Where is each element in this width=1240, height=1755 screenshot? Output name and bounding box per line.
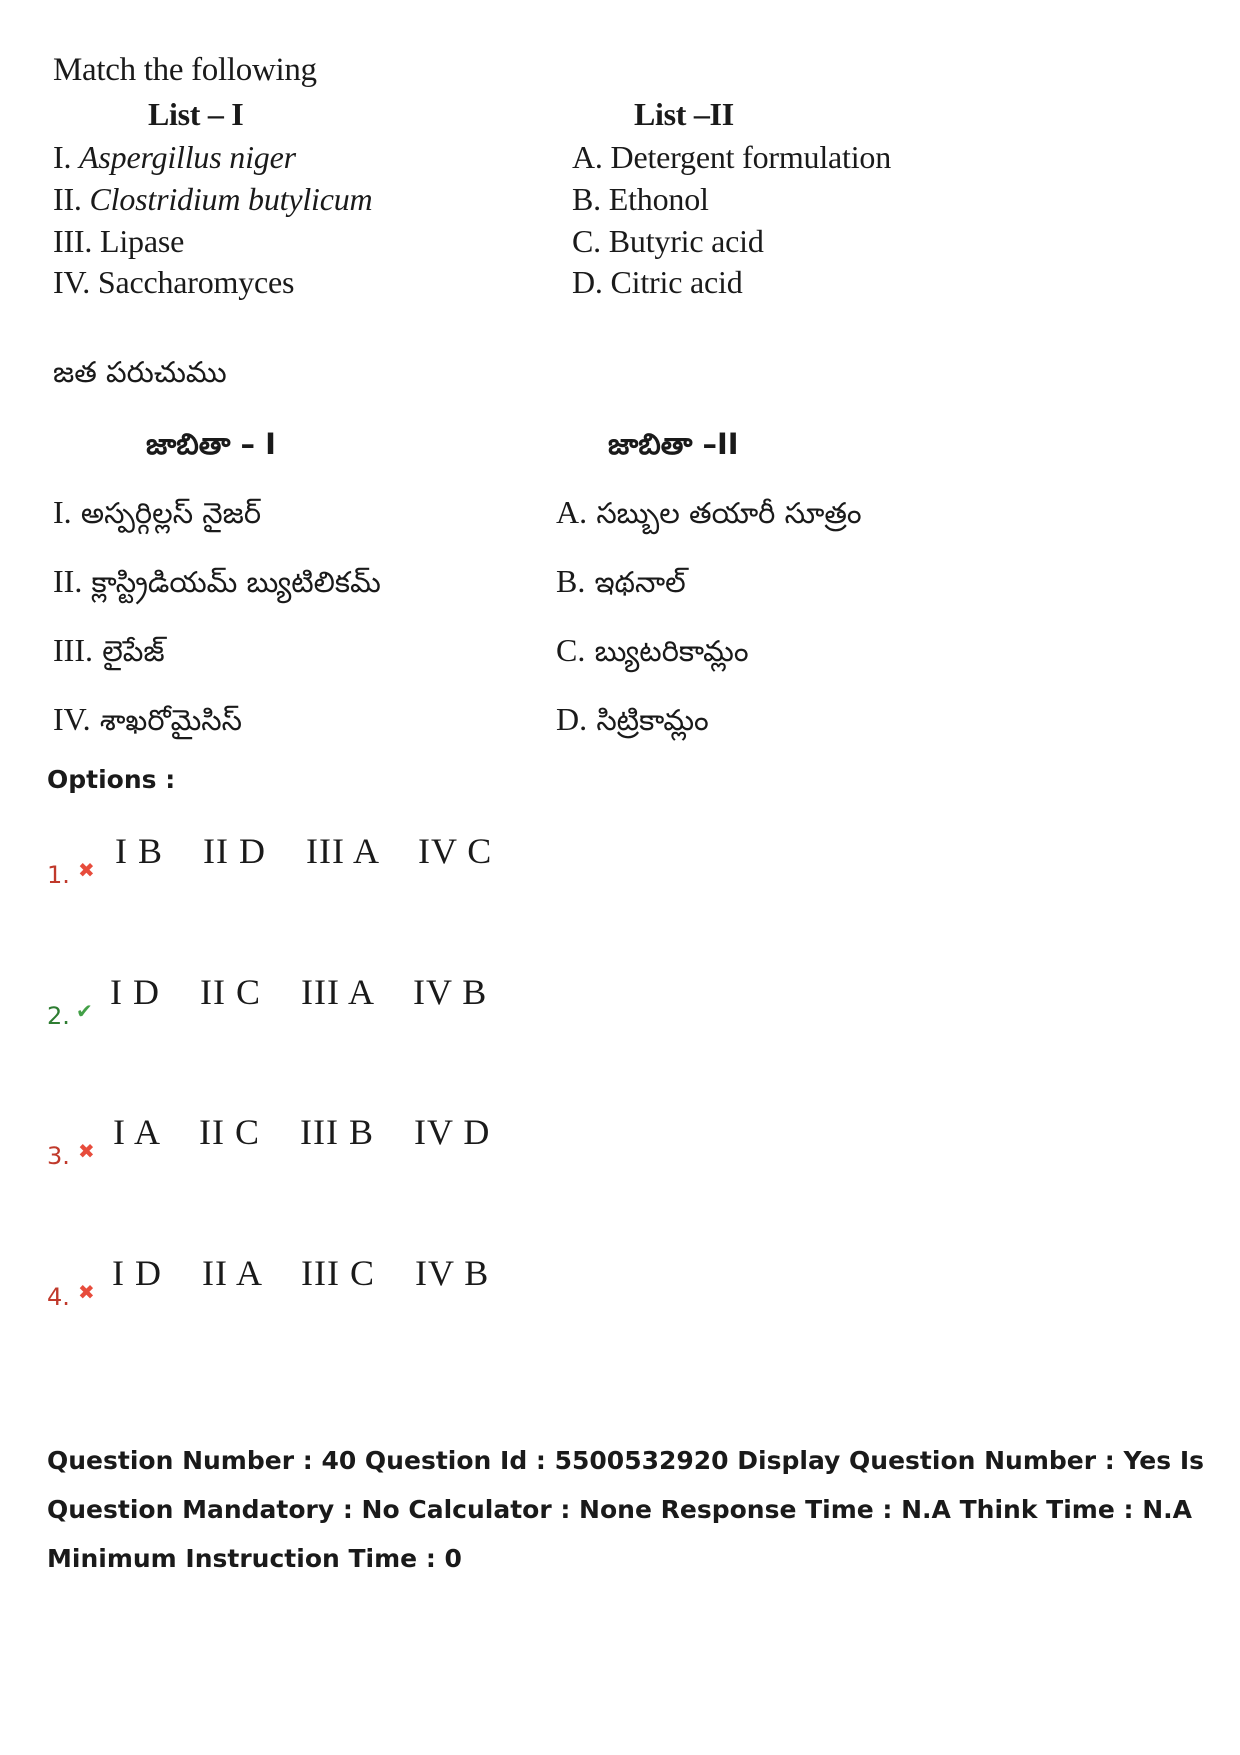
- list1-item-en: IV. Saccharomyces: [53, 264, 295, 300]
- list1-item-te: II. క్లాస్ట్రిడియమ్ బ్యుటిలికమ్: [53, 563, 381, 599]
- cross-icon: ✖: [78, 858, 95, 882]
- list2-item-en: B. Ethonol: [572, 181, 709, 217]
- option-number: 2.: [47, 1002, 70, 1030]
- list2-item-te: C. బ్యుటరికామ్లం: [556, 632, 749, 668]
- option-4[interactable]: [0, 1252, 700, 1332]
- question-heading-en: Match the following: [53, 52, 317, 88]
- list2-item-te: B. ఇథనాల్: [556, 563, 686, 599]
- list1-item-en: I. Aspergillus niger: [53, 139, 296, 175]
- list1-item-te: III. లైపేజ్: [53, 632, 165, 668]
- list1-item-te: I. అస్పర్గిల్లస్ నైజర్: [53, 494, 262, 530]
- list2-item-en: A. Detergent formulation: [572, 139, 891, 175]
- option-3[interactable]: [0, 1111, 700, 1191]
- list2-title-en: List –II: [634, 96, 734, 132]
- list1-item-en: III. Lipase: [53, 223, 185, 259]
- option-number: 1.: [47, 861, 70, 889]
- cross-icon: ✖: [78, 1280, 95, 1304]
- option-text: I D II A III C IV B: [112, 1253, 490, 1293]
- list1-title-en: List – I: [148, 96, 244, 132]
- list2-item-en: D. Citric acid: [572, 264, 743, 300]
- option-1[interactable]: [0, 830, 700, 910]
- option-text: I A II C III B IV D: [113, 1112, 491, 1152]
- options-label: Options :: [47, 765, 176, 794]
- list2-title-te: జాబితా –II: [608, 427, 739, 461]
- option-number: 3.: [47, 1142, 70, 1170]
- option-2[interactable]: [0, 971, 700, 1051]
- question-heading-te: జత పరుచుము: [53, 355, 227, 389]
- list1-item-te: IV. శాఖరోమైసిస్: [53, 701, 243, 737]
- list2-item-en: C. Butyric acid: [572, 223, 764, 259]
- list2-item-te: D. సిట్రికామ్లం: [556, 701, 709, 737]
- list1-item-en: II. Clostridium butylicum: [53, 181, 373, 217]
- list1-title-te: జాబితా – I: [146, 427, 276, 461]
- question-metadata: Question Number : 40 Question Id : 5500532920 Display Question Number : Yes Is Question Mandatory : No Calculator : None Response Time : N.A Think Time : N.A Minimum Instruction Time : 0: [47, 1446, 1205, 1573]
- check-icon: ✔: [76, 999, 93, 1023]
- list2-item-te: A. సబ్బుల తయారీ సూత్రం: [556, 494, 862, 530]
- option-number: 4.: [47, 1283, 70, 1311]
- option-text: I B II D III A IV C: [115, 831, 493, 871]
- option-text: I D II C III A IV B: [110, 972, 488, 1012]
- cross-icon: ✖: [78, 1139, 95, 1163]
